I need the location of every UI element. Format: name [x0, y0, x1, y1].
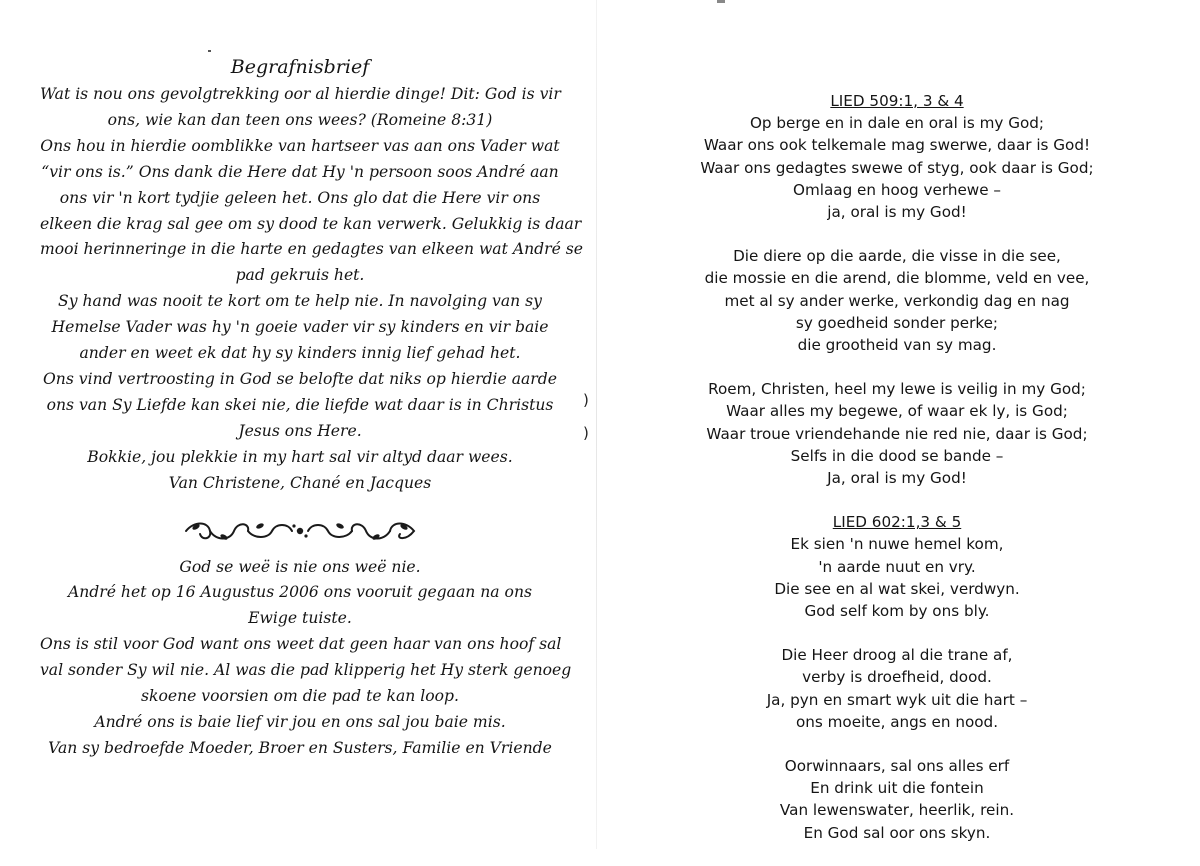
- verse-line: Ek sien 'n nuwe hemel kom,: [790, 535, 1004, 554]
- hymn-stanza: [697, 644, 1097, 733]
- verse-line: En God sal oor ons skyn.: [803, 823, 991, 842]
- margin-mark: ): [583, 391, 589, 409]
- letter-line: elkeen die krag sal gee om sy dood te kan verwerk. Gelukkig is daar: [40, 214, 582, 233]
- verse-line: En drink uit die fontein: [810, 779, 984, 798]
- hymn-509: [697, 90, 1097, 489]
- letter-line: Jesus ons Here.: [238, 421, 362, 440]
- funeral-letter: [40, 52, 583, 762]
- verse-line: Oorwinnaars, sal ons alles erf: [784, 757, 1010, 776]
- margin-mark: ): [583, 424, 589, 442]
- verse-line: Roem, Christen, heel my lewe is veilig in my God;: [708, 380, 1086, 399]
- verse-line: Die Heer droog al die trane af,: [781, 646, 1013, 665]
- verse-line: God self kom by ons bly.: [804, 602, 990, 621]
- verse-line: sy goedheid sonder perke;: [795, 313, 999, 332]
- letter-line: ons, wie kan dan teen ons wees? (Romeine 8:31): [107, 110, 493, 129]
- verse-line: Die diere op die aarde, die visse in die see,: [733, 247, 1061, 266]
- letter-title: Begrafnisbrief: [230, 56, 370, 78]
- verse-line: Selfs in die dood se bande –: [790, 446, 1004, 465]
- letter-line: Wat is nou ons gevolgtrekking oor al hierdie dinge! Dit: God is vir: [40, 85, 561, 103]
- verse-line: Waar troue vriendehande nie red nie, daar is God;: [706, 424, 1088, 443]
- verse-line: Ja, oral is my God!: [827, 469, 967, 488]
- letter-signature-2: Van sy bedroefde Moeder, Broer en Susters, Familie en Vriende: [48, 738, 552, 757]
- verse-line: Van lewenswater, heerlik, rein.: [779, 801, 1015, 820]
- letter-paragraph-2: [40, 555, 572, 736]
- letter-line: Sy hand was nooit te kort om te help nie. In navolging van sy: [58, 292, 542, 311]
- letter-line: André ons is baie lief vir jou en ons sal jou baie mis.: [94, 712, 506, 731]
- verse-line: Waar ons ook telkemale mag swerwe, daar is God!: [703, 136, 1091, 155]
- hymn-stanza: [697, 245, 1097, 356]
- letter-signature-1: Van Christene, Chané en Jacques: [168, 473, 432, 492]
- verse-line: Ja, pyn en smart wyk uit die hart –: [766, 690, 1028, 709]
- hymn-heading: LIED 602:1,3 & 5: [832, 513, 962, 532]
- verse-line: 'n aarde nuut en vry.: [818, 557, 976, 576]
- letter-line: ons vir 'n kort tydjie geleen het. Ons glo dat die Here vir ons: [59, 188, 541, 207]
- letter-line: God se weë is nie ons weë nie.: [179, 557, 421, 576]
- letter-line: mooi herinneringe in die harte en gedagtes van elkeen wat André se: [40, 240, 583, 259]
- verse-line: Waar ons gedagtes swewe of styg, ook daar is God;: [700, 158, 1094, 177]
- letter-line: ons van Sy Liefde kan skei nie, die liefde wat daar is in Christus: [46, 395, 554, 414]
- letter-line: Ons hou in hierdie oomblikke van hartseer vas aan ons Vader wat: [40, 136, 560, 155]
- hymn-stanza: [697, 533, 1097, 622]
- letter-line: Ons is stil voor God want ons weet dat geen haar van ons hoof sal: [40, 635, 562, 654]
- verse-line: verby is droefheid, dood.: [802, 668, 992, 687]
- letter-line: Ons vind vertroosting in God se belofte dat niks op hierdie aarde: [43, 369, 557, 388]
- verse-line: die grootheid van sy mag.: [797, 336, 997, 355]
- right-page: [597, 0, 1200, 849]
- hymn-stanza: [697, 378, 1097, 489]
- letter-line: ander en weet ek dat hy sy kinders innig lief gehad het.: [79, 344, 521, 363]
- letter-paragraph-1: [40, 82, 583, 471]
- verse-line: Waar alles my begewe, of waar ek ly, is God;: [726, 402, 1068, 421]
- letter-line: Hemelse Vader was hy 'n goeie vader vir sy kinders en vir baie: [51, 318, 549, 337]
- verse-line: Op berge en in dale en oral is my God;: [749, 114, 1045, 133]
- hymn-heading: LIED 509:1, 3 & 4: [830, 92, 964, 110]
- verse-line: Die see en al wat skei, verdwyn.: [774, 579, 1020, 598]
- verse-line: ons moeite, angs en nood.: [795, 712, 999, 731]
- hymn-stanza: [697, 112, 1097, 223]
- scroll-vine-divider-icon: [180, 517, 420, 545]
- hymns: [697, 90, 1097, 866]
- hymn-stanza: [697, 755, 1097, 844]
- letter-line: pad gekruis het.: [235, 266, 365, 285]
- letter-line: Bokkie, jou plekkie in my hart sal vir altyd daar wees.: [87, 447, 513, 466]
- verse-line: Omlaag en hoog verhewe –: [793, 180, 1001, 199]
- hymn-602: [697, 511, 1097, 844]
- verse-line: ja, oral is my God!: [827, 203, 967, 222]
- letter-line: skoene voorsien om die pad te kan loop.: [141, 687, 459, 706]
- letter-line: André het op 16 Augustus 2006 ons vooruit gegaan na ons: [68, 583, 532, 602]
- verse-line: met al sy ander werke, verkondig dag en nag: [724, 291, 1070, 310]
- paper-speck: [717, 0, 725, 3]
- letter-line: val sonder Sy wil nie. Al was die pad klipperig het Hy sterk genoeg: [40, 661, 572, 680]
- letter-line: Ewige tuiste.: [248, 609, 352, 628]
- verse-line: die mossie en die arend, die blomme, veld en vee,: [704, 269, 1090, 288]
- letter-line: “vir ons is.” Ons dank die Here dat Hy 'n persoon soos André aan: [41, 162, 559, 181]
- left-page: [0, 0, 597, 849]
- paper-speck: [208, 50, 211, 52]
